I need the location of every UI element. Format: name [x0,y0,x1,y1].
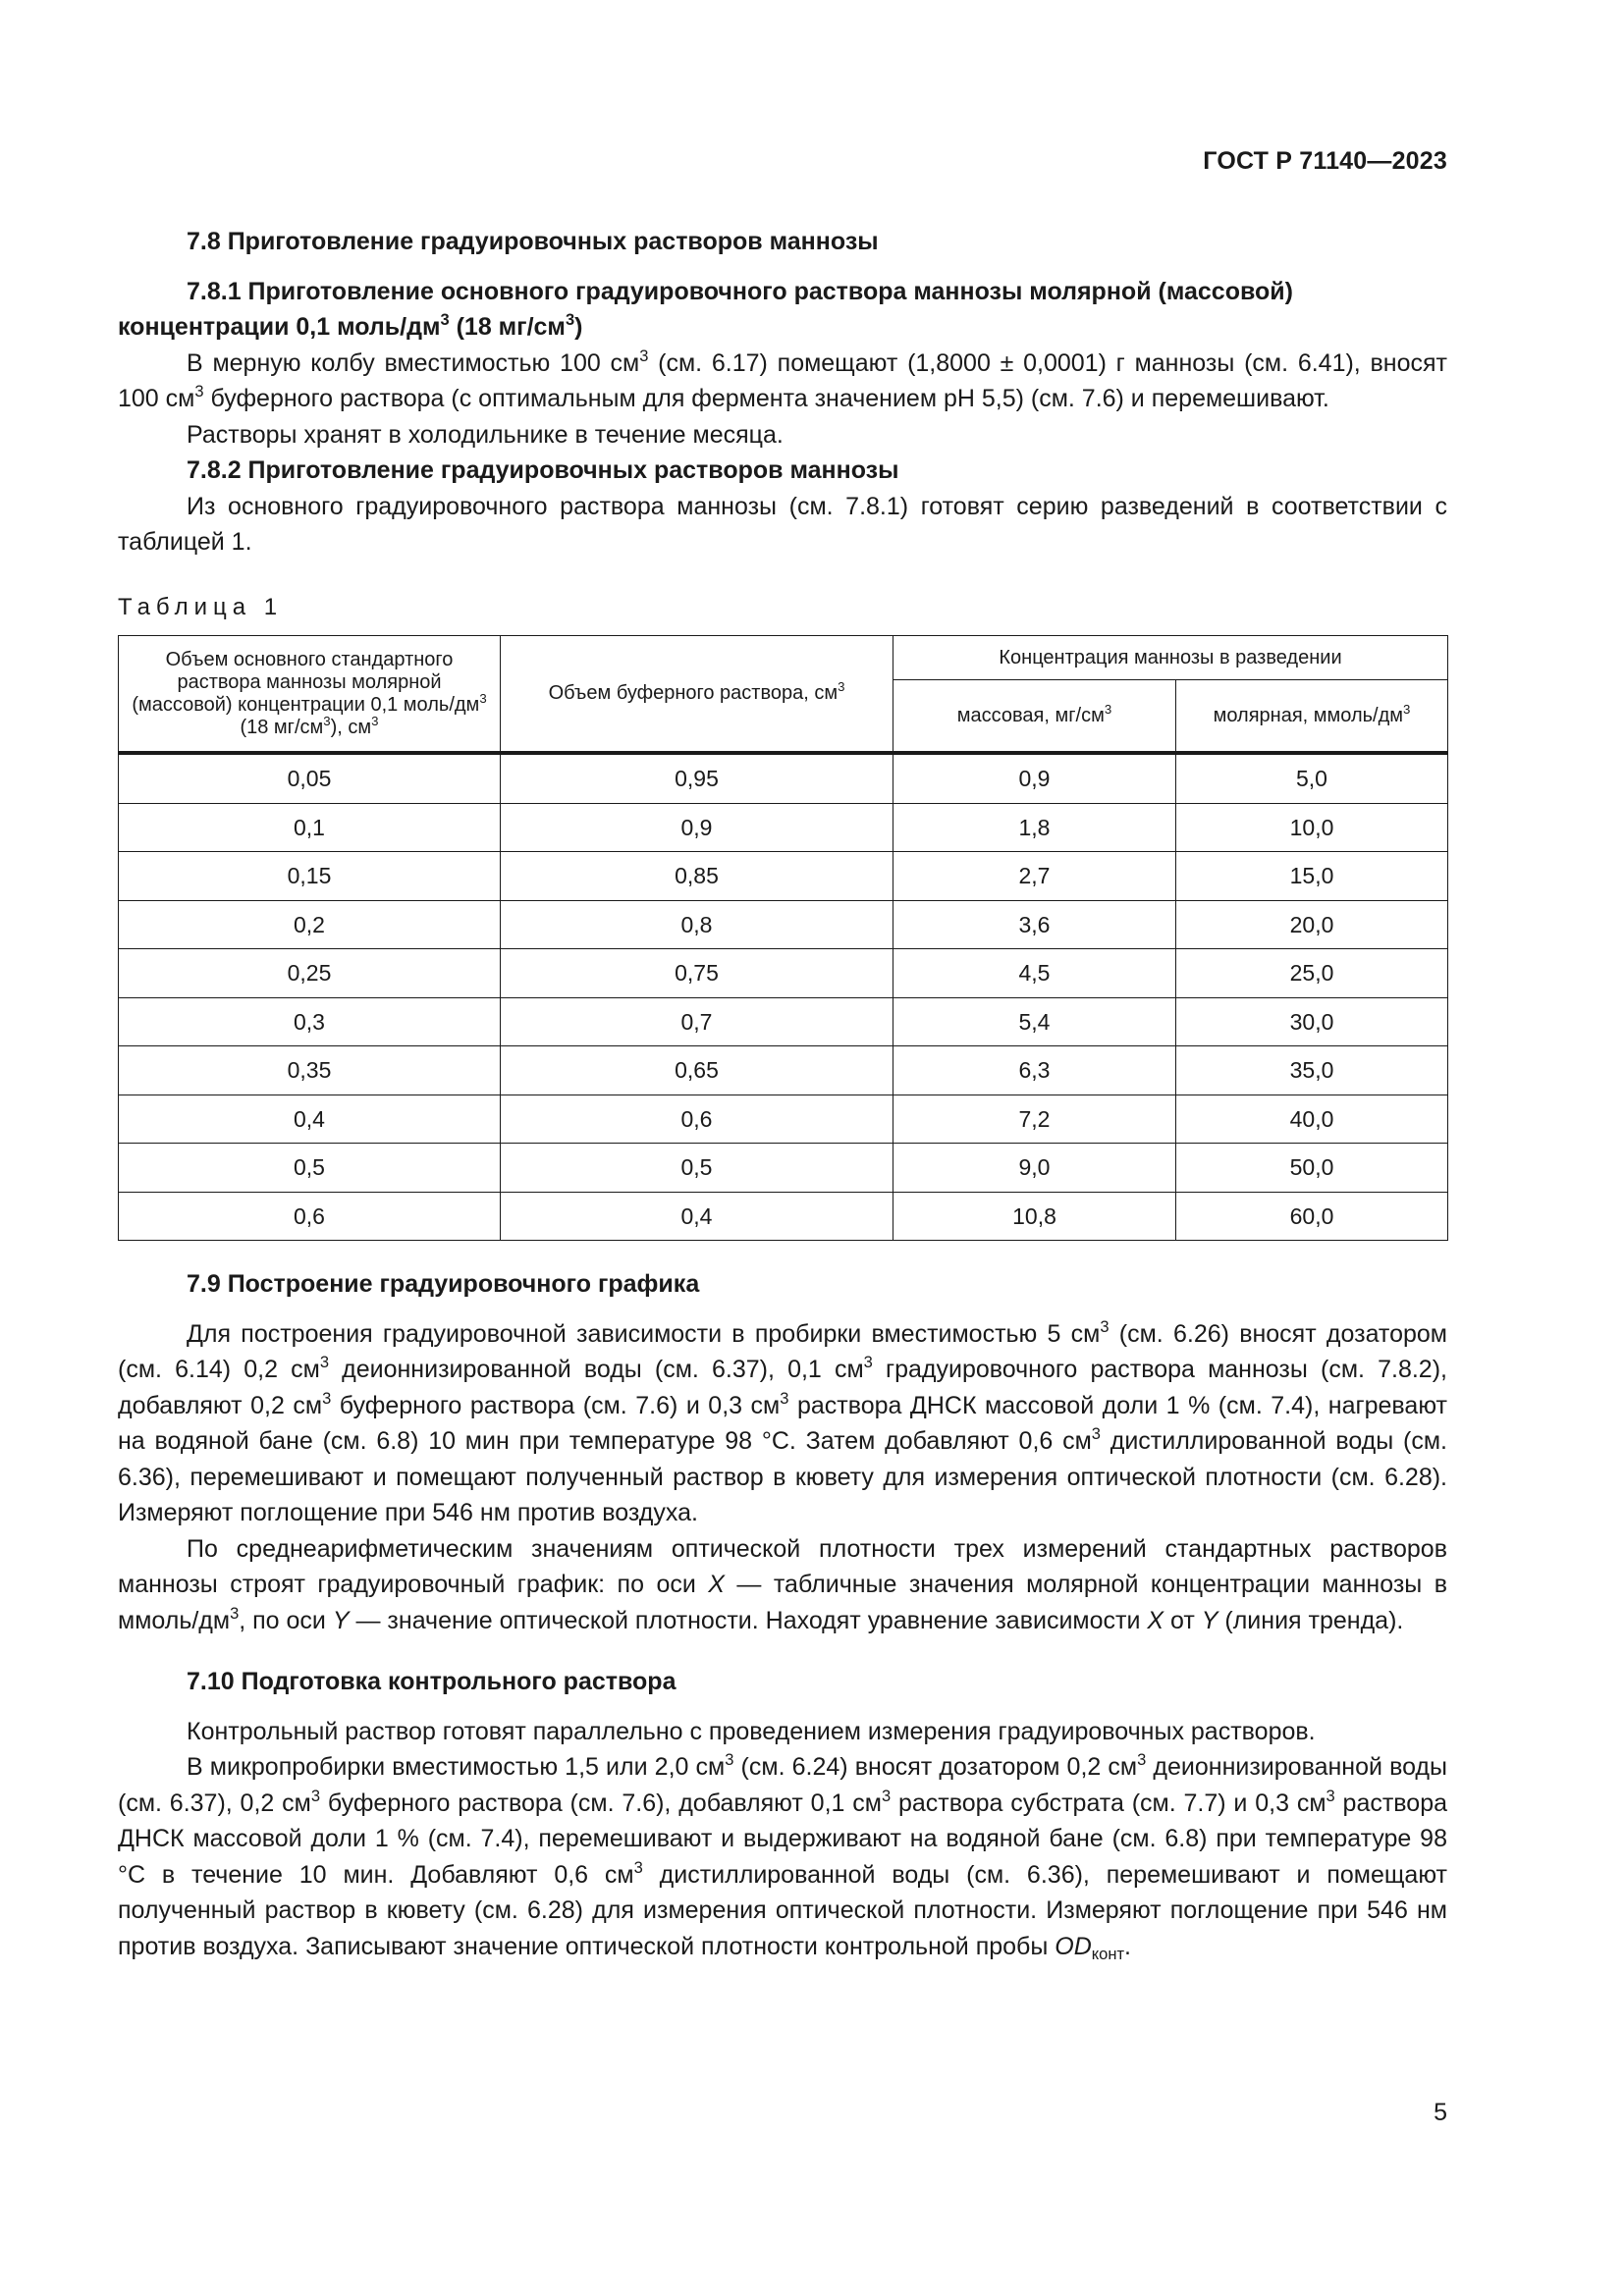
table-cell: 2,7 [893,852,1176,901]
table-row [119,1144,1448,1193]
page-content [118,224,1447,1964]
table-cell: 0,3 [119,997,501,1046]
table-cell: 0,85 [501,852,893,901]
table-cell: 30,0 [1176,997,1448,1046]
table-cell: 4,5 [893,949,1176,998]
table-header-molar-concentration: молярная, ммоль/$дм^3$ [1176,680,1448,754]
table-cell: 0,65 [501,1046,893,1095]
table-cell: 15,0 [1176,852,1448,901]
table-cell: 0,2 [119,900,501,949]
table-cell: 0,6 [501,1095,893,1144]
dilution-table [118,635,1448,1241]
table-cell: 20,0 [1176,900,1448,949]
section-7-10-paragraph-2: В микропробирки вместимостью 1,5 или 2,0 $см^3$ (см. 6.24) вносят дозатором 0,2 $см^3$ деионнизированной воды (см. 6.37), 0,2 $см^3$ буферного раствора (см. 7.6), добавляют 0,1 $см^3$ раствора субстрата (см. 7.7) и 0,3 $см^3$ раствора ДНСК массовой доли 1 % (см. 7.4), перемешивают и выдерживают на водяной бане (см. 6.8) при температуре 98 °С в течение 10 мин. Добавляют 0,6 $см^3$ дистиллированной воды (см. 6.36), перемешивают и помещают полученный раствор в кювету (см. 6.28) для измерения оптической плотности. Измеряют поглощение при 546 нм против воздуха. Записывают значение оптической плотности контрольной пробы $OD_{конт}$. [118,1750,1448,1963]
section-7-9-paragraph-1: Для построения градуировочной зависимости в пробирки вместимостью 5 $см^3$ (см. 6.26) вносят дозатором (см. 6.14) 0,2 $см^3$ деионнизированной воды (см. 6.37), 0,1 $см^3$ градуировочного раствора маннозы (см. 7.8.2), добавляют 0,2 $см^3$ буферного раствора (см. 7.6) и 0,3 $см^3$ раствора ДНСК массовой доли 1 % (см. 7.4), нагревают на водяной бане (см. 6.8) 10 мин при температуре 98 °С. Затем добавляют 0,6 $см^3$ дистиллированной воды (см. 6.36), перемешивают и помещают полученный раствор в кювету для измерения оптической плотности (см. 6.28). Измеряют поглощение при 546 нм против воздуха. [118,1317,1447,1526]
table-header-buffer-volume: Объем буферного раствора, $см^3$ [501,636,893,754]
table-row [119,803,1448,852]
table-cell: 0,8 [501,900,893,949]
table-cell: 0,1 [119,803,501,852]
section-7-8-1-paragraph-2: Растворы хранят в холодильнике в течение месяца. [187,420,784,449]
table-row [119,997,1448,1046]
table-cell: 10,0 [1176,803,1448,852]
table-cell: 0,9 [501,803,893,852]
section-7-8-1-heading: 7.8.1 Приготовление основного градуировочного раствора маннозы молярной (массовой) концентрации 0,1 моль/$дм^3$ (18 $мг/см^3$) [118,277,1293,341]
table-cell: 6,3 [893,1046,1176,1095]
table-header-concentration-group: Концентрация маннозы в разведении [893,636,1448,680]
table-body [119,753,1448,1241]
table-header-stock-volume: Объем основного стандартного раствора маннозы молярной (массовой) концентрации 0,1 моль/$дм^3$ (18 $мг/см^3$), $см^3$ [119,636,501,754]
table-cell: 35,0 [1176,1046,1448,1095]
table-header-mass-concentration: массовая, $мг/см^3$ [893,680,1176,754]
table-cell: 0,5 [501,1144,893,1193]
table-row [119,949,1448,998]
table-row [119,900,1448,949]
table-cell: 25,0 [1176,949,1448,998]
table-cell: 0,35 [119,1046,501,1095]
table-cell: 0,15 [119,852,501,901]
table-cell: 40,0 [1176,1095,1448,1144]
table-caption: Таблица 1 [118,593,284,620]
table-cell: 5,4 [893,997,1176,1046]
section-7-8-2-paragraph: Из основного градуировочного раствора маннозы (см. 7.8.1) готовят серию разведений в соответствии с таблицей 1. [118,492,1447,556]
table-cell: 0,25 [119,949,501,998]
table-cell: 9,0 [893,1144,1176,1193]
section-7-8-1-paragraph-1: В мерную колбу вместимостью 100 $см^3$ (см. 6.17) помещают (1,8000 ± 0,0001) г маннозы (см. 6.41), вносят 100 $см^3$ буферного раствора (с оптимальным для фермента значением pH 5,5) (см. 7.6) и перемешивают. [118,347,1447,412]
section-7-10-heading: 7.10 Подготовка контрольного раствора [187,1668,677,1695]
table-cell: 0,4 [501,1192,893,1241]
table-cell: 10,8 [893,1192,1176,1241]
table-cell: 0,9 [893,753,1176,803]
table-cell: 3,6 [893,900,1176,949]
table-cell: 0,75 [501,949,893,998]
table-row [119,753,1448,803]
section-7-9-paragraph-2: По среднеарифметическим значениям оптической плотности трех измерений стандартных растворов маннозы строят градуировочный график: по оси X — табличные значения молярной концентрации маннозы в ммоль/$дм^3$, по оси Y — значение оптической плотности. Находят уравнение зависимости X от Y (линия тренда). [118,1534,1447,1634]
table-cell: 1,8 [893,803,1176,852]
table-cell: 60,0 [1176,1192,1448,1241]
section-7-9-heading: 7.9 Построение градуировочного графика [187,1270,700,1298]
table-cell: 0,6 [119,1192,501,1241]
table-cell: 0,7 [501,997,893,1046]
page-number: 5 [1434,2099,1447,2126]
table-cell: 0,4 [119,1095,501,1144]
table-row [119,1046,1448,1095]
table-cell: 50,0 [1176,1144,1448,1193]
table-cell: 7,2 [893,1095,1176,1144]
section-7-8-2-heading: 7.8.2 Приготовление градуировочных растворов маннозы [187,456,899,484]
table-row [119,1095,1448,1144]
table-row [119,852,1448,901]
section-7-10-paragraph-1: Контрольный раствор готовят параллельно с проведением измерения градуировочных растворов. [187,1717,1316,1745]
table-cell: 0,05 [119,753,501,803]
table-cell: 0,95 [501,753,893,803]
table-cell: 5,0 [1176,753,1448,803]
document-code: ГОСТ Р 71140—2023 [1203,147,1447,175]
section-7-8-heading: 7.8 Приготовление градуировочных растворов маннозы [187,228,879,255]
table-cell: 0,5 [119,1144,501,1193]
table-row [119,1192,1448,1241]
